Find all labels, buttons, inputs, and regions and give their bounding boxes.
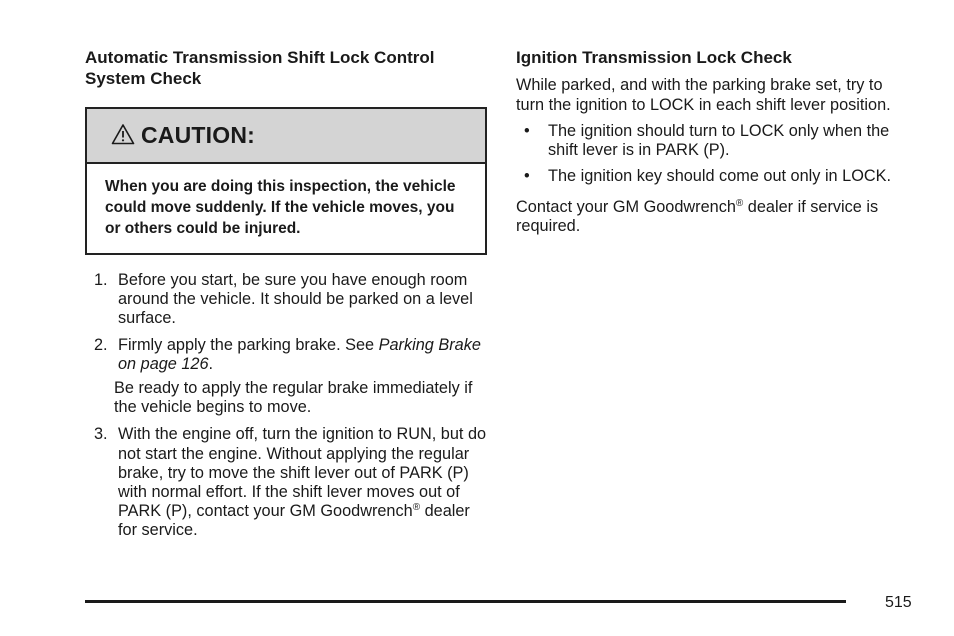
list-item (85, 336, 487, 374)
caution-box (85, 107, 487, 255)
warning-triangle-icon (111, 123, 135, 145)
step-number: 2. (94, 335, 108, 354)
step-note: Be ready to apply the regular brake immediately if the vehicle begins to move. (114, 379, 473, 417)
section-heading-shift-lock: Automatic Transmission Shift Lock Control System Check (85, 48, 435, 88)
footer-rule (85, 600, 846, 603)
outro-text-part: Contact your GM Goodwrench (516, 197, 736, 216)
section-heading-ignition-lock: Ignition Transmission Lock Check (516, 48, 792, 67)
right-column (516, 46, 911, 237)
outro-text-part: dealer if service is required. (516, 197, 879, 236)
intro-paragraph: While parked, and with the parking brake set, try to turn the ignition to LOCK in each shift lever position. (516, 76, 891, 114)
step-text-part: Firmly apply the parking brake. See (118, 335, 379, 354)
caution-title: CAUTION: (141, 122, 256, 148)
bullet-icon: • (524, 122, 530, 140)
step-number: 1. (94, 271, 108, 289)
caution-text: When you are doing this inspection, the vehicle could move suddenly. If the vehicle moves, you or others could be injured. (105, 178, 456, 237)
steps-list (85, 271, 487, 541)
list-item (516, 122, 911, 160)
page-number: 515 (885, 594, 912, 611)
registered-mark: ® (735, 197, 744, 209)
step-text-part: dealer for service. (118, 502, 470, 540)
outro-paragraph (516, 198, 911, 237)
bullet-text: The ignition key should come out only in LOCK. (548, 167, 891, 186)
list-item (85, 271, 487, 329)
list-item (85, 425, 487, 540)
step-text-part: . (208, 354, 214, 373)
bullet-list (516, 122, 911, 187)
step-text (118, 336, 487, 374)
registered-mark: ® (412, 502, 421, 514)
bullet-text: The ignition should turn to LOCK only when the shift lever is in PARK (P). (548, 122, 890, 160)
list-item (516, 167, 911, 186)
step-number: 3. (94, 425, 108, 444)
caution-header (87, 109, 485, 164)
cross-reference-link: Parking Brake on page 126 (118, 335, 481, 373)
bullet-icon: • (524, 167, 530, 186)
step-text: Before you start, be sure you have enough room around the vehicle. It should be parked on a level surface. (118, 271, 473, 328)
step-text-part: With the engine off, turn the ignition to RUN, but do not start the engine. Without applying the regular brake, try to move the shift lever out of PARK (P) with normal effort. If the shift lever moves out of PARK (P), contact your GM Goodwrench (118, 425, 487, 521)
step-text (118, 425, 487, 540)
left-column (85, 46, 487, 548)
